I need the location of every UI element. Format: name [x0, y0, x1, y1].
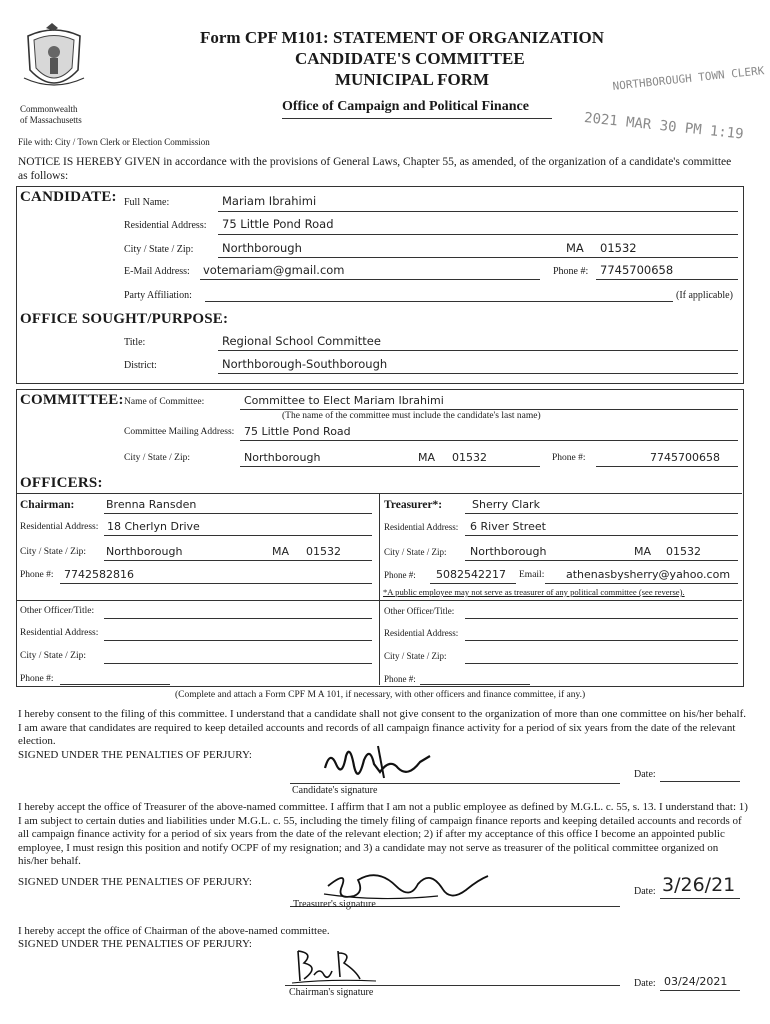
treasurer-phone-label: Phone #:: [384, 570, 416, 580]
email-label: E-Mail Address:: [124, 266, 190, 277]
other-officer-phone-label-right: Phone #:: [384, 674, 416, 684]
candidate-heading: CANDIDATE:: [20, 189, 117, 205]
party-note: (If applicable): [676, 290, 733, 301]
other-officer-address-label-right: Residential Address:: [384, 628, 459, 638]
received-stamp-line1: NORTHBOROUGH TOWN CLERK: [612, 64, 765, 93]
committee-state: MA: [418, 451, 436, 464]
candidate-email: votemariam@gmail.com: [203, 263, 345, 277]
treasurer-state: MA: [634, 545, 652, 558]
chair-phone-label: Phone #:: [20, 570, 54, 580]
chair-date-label: Date:: [634, 978, 656, 989]
treasurer-name: Sherry Clark: [472, 498, 540, 511]
treasurer-email: athenasbysherry@yahoo.com: [566, 568, 731, 581]
treasurer-date-label: Date:: [634, 886, 656, 897]
candidate-date-label: Date:: [634, 769, 656, 780]
form-subtitle: CANDIDATE'S COMMITTEE: [295, 49, 525, 68]
committee-mailing: 75 Little Pond Road: [244, 425, 351, 438]
candidate-consent-text: I hereby consent to the filing of this committee. I understand that a candidate shall not give consent to the organization of more than one committee on his/her behalf. I am aware that candidates are required to keep detailed accounts and records of all campaign finance activity for a period of six years from the date of the relevant election.: [18, 708, 747, 748]
chair-name: Brenna Ransden: [106, 498, 197, 511]
notice-text: NOTICE IS HEREBY GIVEN in accordance with the provisions of General Laws, Chapter 55, as amended, of the organization of a candidate's committee as follows:: [18, 156, 732, 182]
party-label: Party Affiliation:: [124, 290, 192, 301]
committee-phone: 7745700658: [650, 451, 720, 464]
committee-name: Committee to Elect Mariam Ibrahimi: [244, 394, 444, 407]
treasurer-date: 3/26/21: [662, 874, 736, 896]
other-officer-address-label: Residential Address:: [20, 628, 99, 638]
candidate-city: Northborough: [222, 241, 302, 255]
treasurer-label: Treasurer*:: [384, 499, 443, 511]
seal-caption-1: Commonwealth: [20, 104, 78, 114]
officers-heading: OFFICERS:: [20, 475, 103, 491]
committee-name-note: (The name of the committee must include the candidate's last name): [282, 411, 541, 421]
form-title: Form CPF M101: STATEMENT OF ORGANIZATION: [200, 28, 605, 47]
candidate-full-name: Mariam Ibrahimi: [222, 194, 317, 208]
treasurer-accept-text: I hereby accept the office of Treasurer of the above-named committee. I affirm that I am not a public employee as defined by M.G.L. c. 55, s. 13. I understand that: 1) I am subject to certain duties and liabilities under M.G.L. c. 55, including the timely filing of campaign finance reports and keeping detailed accounts and records of all campaign finance activity for a period of six years from the date of the relevant election; 2) if after my acceptance of this office I become an appointed public employee, I must resign this position and notify OCPF of my resignation; and 3) a candidate may not serve as treasurer of the political committee organized on his/her behalf.: [18, 801, 748, 868]
full-name-label: Full Name:: [124, 197, 170, 208]
phone-label: Phone #:: [553, 266, 589, 277]
candidate-zip: 01532: [600, 241, 637, 255]
office-sought-heading: OFFICE SOUGHT/PURPOSE:: [20, 311, 229, 327]
file-with: File with: City / Town Clerk or Election Commission: [18, 137, 210, 147]
city-label: City / State / Zip:: [124, 244, 194, 255]
chair-accept-text: I hereby accept the office of Chairman of the above-named committee.: [18, 925, 330, 937]
state-seal: [20, 22, 88, 105]
treasurer-address-label: Residential Address:: [384, 522, 459, 532]
candidate-signature-caption: Candidate's signature: [292, 785, 378, 796]
candidate-signed-label: SIGNED UNDER THE PENALTIES OF PERJURY:: [18, 749, 252, 761]
district-label: District:: [124, 360, 157, 371]
address-label: Residential Address:: [124, 220, 207, 231]
committee-name-label: Name of Committee:: [124, 397, 205, 407]
treasurer-email-label: Email:: [519, 570, 545, 580]
district: Northborough-Southborough: [222, 357, 388, 371]
treasurer-note: *A public employee may not serve as treasurer of any political committee (see reverse).: [383, 587, 685, 597]
other-officer-city-label: City / State / Zip:: [20, 651, 86, 661]
committee-zip: 01532: [452, 451, 487, 464]
chairman-signature-caption: Chairman's signature: [289, 987, 374, 998]
other-officer-phone-label: Phone #:: [20, 674, 54, 684]
chair-label: Chairman:: [20, 499, 75, 511]
candidate-state: MA: [566, 241, 584, 255]
committee-mailing-label: Committee Mailing Address:: [124, 427, 235, 437]
candidate-section: [16, 186, 744, 384]
chair-city-label: City / State / Zip:: [20, 547, 86, 557]
received-stamp-line2: 2021 MAR 30 PM 1:19: [583, 110, 745, 143]
chair-phone: 7742582816: [64, 568, 134, 581]
committee-heading: COMMITTEE:: [20, 392, 124, 408]
chair-address-label: Residential Address:: [20, 522, 99, 532]
other-officer-title-label-right: Other Officer/Title:: [384, 606, 455, 616]
candidate-phone: 7745700658: [600, 263, 674, 277]
committee-phone-label: Phone #:: [552, 453, 586, 463]
office-title: Regional School Committee: [222, 334, 381, 348]
chair-zip: 01532: [306, 545, 341, 558]
office-title-label: Title:: [124, 337, 146, 348]
other-officer-title-label: Other Officer/Title:: [20, 606, 95, 616]
treasurer-city: Northborough: [470, 545, 547, 558]
form-subtitle-2: MUNICIPAL FORM: [335, 70, 490, 89]
chair-state: MA: [272, 545, 290, 558]
treasurer-signed-label: SIGNED UNDER THE PENALTIES OF PERJURY:: [18, 876, 252, 888]
chair-address: 18 Cherlyn Drive: [107, 520, 200, 533]
other-officer-city-label-right: City / State / Zip:: [384, 651, 447, 661]
treasurer-phone: 5082542217: [436, 568, 506, 581]
attach-note: (Complete and attach a Form CPF M A 101, if necessary, with other officers and finance committee, if any.): [175, 690, 586, 700]
treasurer-zip: 01532: [666, 545, 701, 558]
chair-signed-label: SIGNED UNDER THE PENALTIES OF PERJURY:: [18, 938, 252, 950]
chair-date: 03/24/2021: [664, 975, 728, 988]
committee-city-label: City / State / Zip:: [124, 453, 190, 463]
chair-city: Northborough: [106, 545, 183, 558]
treasurer-signature-caption: Treasurer's signature: [293, 899, 376, 910]
committee-city: Northborough: [244, 451, 321, 464]
seal-caption-2: of Massachusetts: [20, 115, 82, 125]
office-name: Office of Campaign and Political Finance: [282, 99, 529, 114]
candidate-address: 75 Little Pond Road: [222, 217, 334, 231]
treasurer-city-label: City / State / Zip:: [384, 547, 447, 557]
treasurer-address: 6 River Street: [470, 520, 546, 533]
